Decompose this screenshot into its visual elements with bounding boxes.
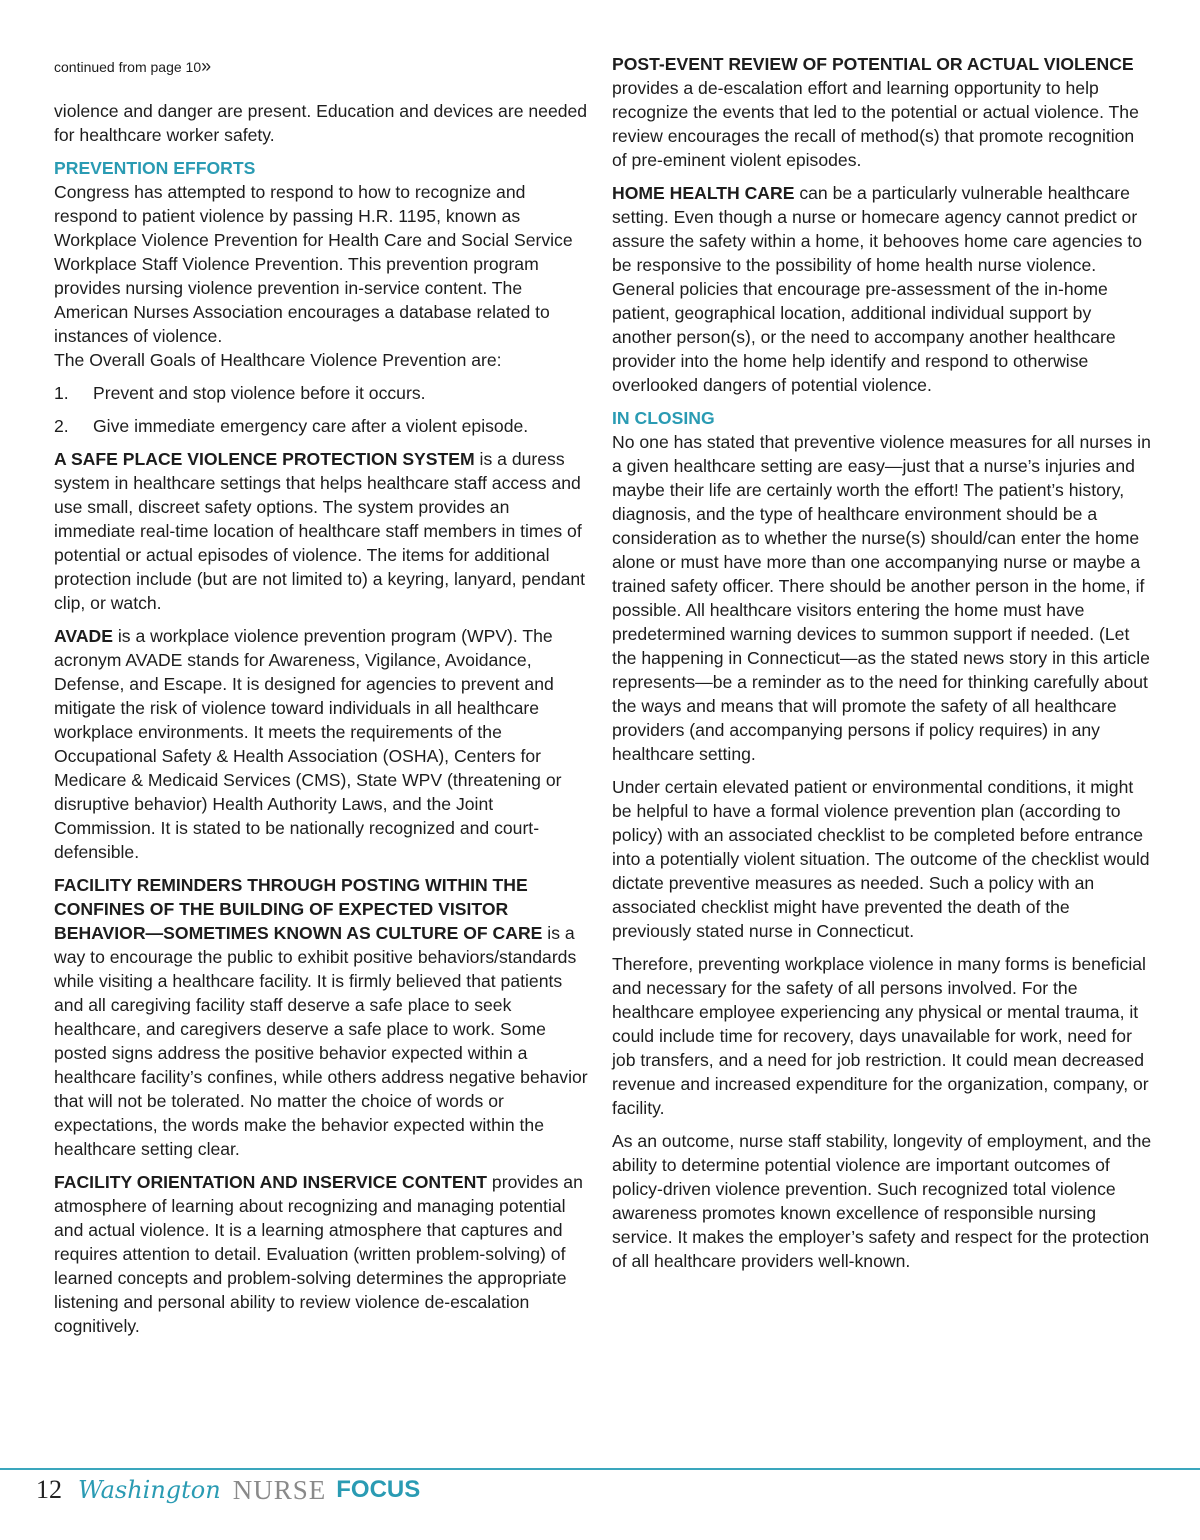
continued-arrows-icon: » xyxy=(201,56,212,76)
logo-focus: FOCUS xyxy=(336,1476,421,1503)
continued-note xyxy=(54,56,590,77)
facility-reminders-lead: FACILITY REMINDERS THROUGH POSTING WITHIN THE CONFINES OF THE BUILDING OF EXPECTED VISITOR BEHAVIOR—SOMETIMES KNOWN AS CULTURE OF CARE xyxy=(54,875,543,943)
intro-paragraph: violence and danger are present. Education and devices are needed for healthcare worker safety. xyxy=(54,101,588,145)
closing-paragraph-1: No one has stated that preventive violence measures for all nurses in a given healthcare setting are easy—just that a nurse’s injuries and maybe their life are certainly worth the effort! The patient’s history, diagnosis, and the type of healthcare environment should be a consideration as to whether the nurse(s) should/can enter the home alone or must have more than one accompanying nurse or maybe a trained safety officer. There should be another person in the home, if possible. All healthcare visitors entering the home must have predetermined warning devices to summon support if needed. (Let the happening in Connecticut—as the stated news story in this article represents—be a reminder as to the need for thinking carefully about the ways and means that will promote the safety of all healthcare providers (and accompanying persons if policy requires) in any healthcare setting. xyxy=(612,432,1151,764)
orientation-text: provides an atmosphere of learning about recognizing and managing potential and actual violence. It is a learning atmosphere that captures and requires attention to detail. Evaluation (written problem-solving) of learned concepts and problem-solving determines the appropriate listening and personal ability to review violence de-escalation cognitively. xyxy=(54,1172,583,1336)
avade-paragraph xyxy=(54,624,590,864)
goal-number: 2. xyxy=(54,416,69,436)
page-number: 12 xyxy=(36,1475,62,1504)
closing-paragraph-3: Therefore, preventing workplace violence in many forms is beneficial and necessary for the safety of all persons involved. For the healthcare employee experiencing any physical or mental trauma, it could include time for recovery, days unavailable for work, need for job transfers, and a need for job restriction. It could mean decreased revenue and increased expenditure for the organization, company, or facility. xyxy=(612,954,1149,1118)
home-health-lead: HOME HEALTH CARE xyxy=(612,183,795,203)
page-footer xyxy=(36,1470,420,1510)
goal-item xyxy=(54,381,590,405)
prevention-heading: PREVENTION EFFORTS xyxy=(54,158,256,178)
orientation-lead: FACILITY ORIENTATION AND INSERVICE CONTENT xyxy=(54,1172,488,1192)
safe-place-text: is a duress system in healthcare settings that helps healthcare staff access and use small, discreet safety options. The system provides an immediate real-time location of healthcare staff members in times of potential or actual episodes of violence. The items for additional protection include (but are not limited to) a keyring, lanyard, pendant clip, or watch. xyxy=(54,449,586,613)
closing-heading: IN CLOSING xyxy=(612,408,715,428)
facility-reminders-paragraph xyxy=(54,873,590,1161)
goal-text: Give immediate emergency care after a violent episode. xyxy=(93,416,529,436)
facility-reminders-text: is a way to encourage the public to exhibit positive behaviors/standards while visiting a healthcare facility. It is firmly believed that patients and all caregiving facility staff deserve a safe place to seek healthcare, and caregivers deserve a safe place to work. Some posted signs address the positive behavior expected within a healthcare facility’s confines, while others address negative behavior that will not be tolerated. No matter the choice of words or expectations, the words make the behavior expected within the healthcare setting clear. xyxy=(54,923,588,1159)
goal-number: 1. xyxy=(54,383,69,403)
safe-place-lead: A SAFE PLACE VIOLENCE PROTECTION SYSTEM xyxy=(54,449,475,469)
orientation-paragraph xyxy=(54,1170,590,1338)
left-column xyxy=(54,52,590,1347)
continued-text: continued from page 10 xyxy=(54,59,202,75)
post-event-text: provides a de-escalation effort and learning opportunity to help recognize the events that led to the potential or actual violence. The review encourages the recall of method(s) that promote recognition of pre-eminent violent episodes. xyxy=(612,78,1139,170)
prevention-paragraph: Congress has attempted to respond to how to recognize and respond to patient violence by passing H.R. 1195, known as Workplace Violence Prevention for Health Care and Social Service Workplace Staff Violence Prevention. This prevention program provides nursing violence prevention in-service content. The American Nurses Association encourages a database related to instances of violence. xyxy=(54,182,573,346)
home-health-text: can be a particularly vulnerable healthcare setting. Even though a nurse or homecare agency cannot predict or assure the safety within a home, it behooves home care agencies to be responsive to the possibility of home health nurse violence. General policies that encourage pre-assessment of the in-home patient, geographical location, additional individual support by another person(s), or the need to accompany another healthcare provider into the home help identify and respond to otherwise overlooked dangers of potential violence. xyxy=(612,183,1143,395)
avade-lead: AVADE xyxy=(54,626,113,646)
goal-item xyxy=(54,414,590,438)
goal-text: Prevent and stop violence before it occurs. xyxy=(93,383,426,403)
avade-text: is a workplace violence prevention program (WPV). The acronym AVADE stands for Awareness, Vigilance, Avoidance, Defense, and Escape. It is designed for agencies to prevent and mitigate the risk of violence toward individuals in all healthcare workplace environments. It meets the requirements of the Occupational Safety & Health Association (OSHA), Centers for Medicare & Medicaid Services (CMS), State WPV (threatening or disruptive behavior) Health Authority Laws, and the Joint Commission. It is stated to be nationally recognized and court-defensible. xyxy=(54,626,562,862)
logo-washington: Washington xyxy=(78,1476,221,1504)
post-event-lead: POST-EVENT REVIEW OF POTENTIAL OR ACTUAL VIOLENCE xyxy=(612,54,1134,74)
post-event-paragraph xyxy=(612,52,1152,172)
safe-place-paragraph xyxy=(54,447,590,615)
closing-paragraph-2: Under certain elevated patient or environmental conditions, it might be helpful to have a formal violence prevention plan (according to policy) with an associated checklist to be completed before entrance into a potentially violent situation. The outcome of the checklist would dictate preventive measures as needed. Such a policy with an associated checklist might have prevented the death of the previously stated nurse in Connecticut. xyxy=(612,777,1150,941)
right-column xyxy=(612,52,1152,1282)
goals-intro: The Overall Goals of Healthcare Violence Prevention are: xyxy=(54,350,502,370)
closing-paragraph-4: As an outcome, nurse staff stability, longevity of employment, and the ability to determine potential violence are important outcomes of policy-driven violence prevention. Such recognized total violence awareness promotes known excellence of responsible nursing service. It makes the employer’s safety and respect for the protection of all healthcare providers well-known. xyxy=(612,1131,1152,1271)
home-health-paragraph xyxy=(612,181,1152,397)
goals-list xyxy=(54,381,590,438)
logo-nurse: NURSE xyxy=(232,1474,327,1505)
